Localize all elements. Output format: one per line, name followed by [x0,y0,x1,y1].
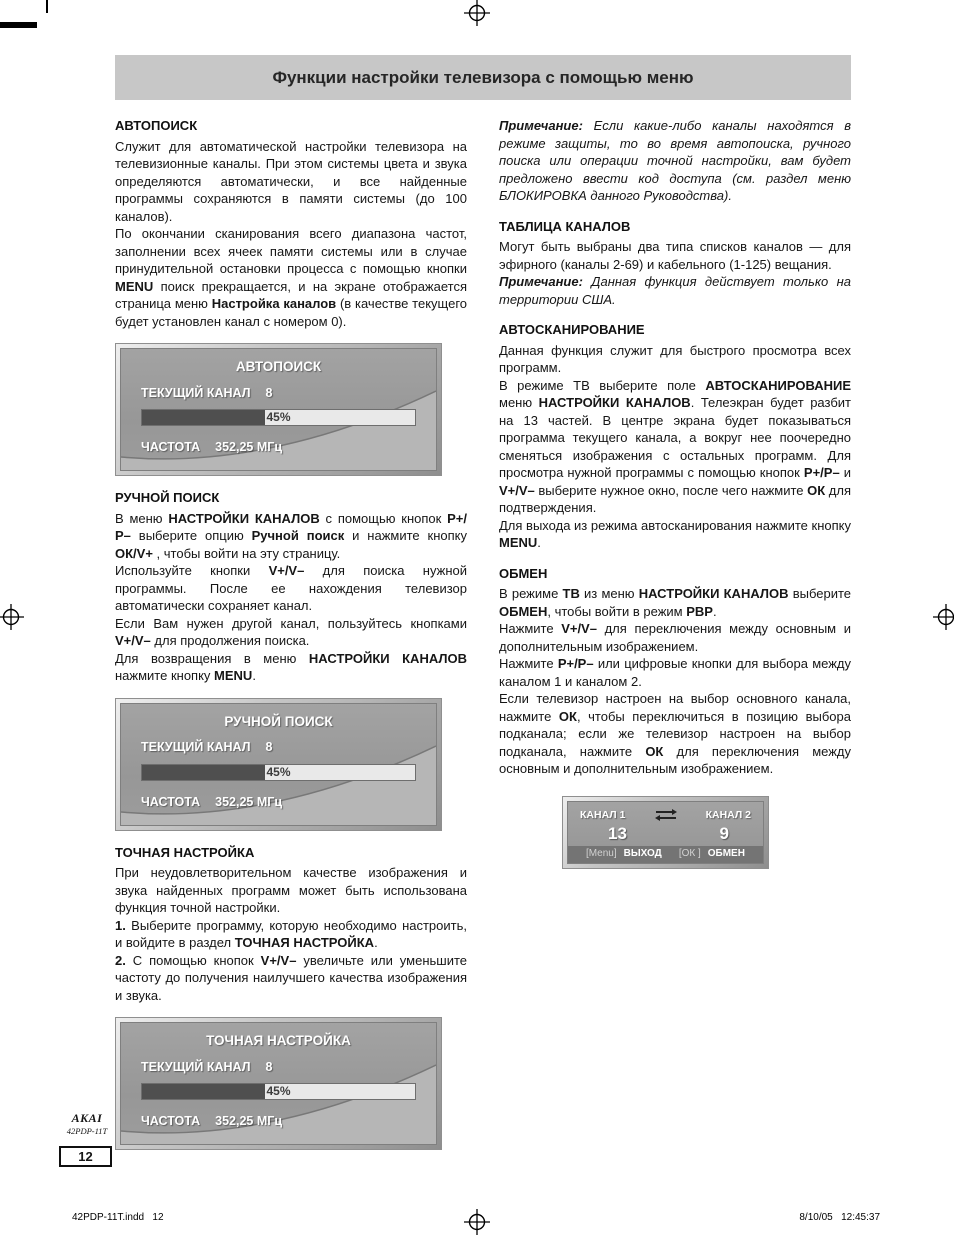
paragraph: 1. Выберите программу, которую необходимо настроить, и войдите в раздел ТОЧНАЯ НАСТРОЙКА. [115,917,467,950]
registration-mark-left [0,604,24,630]
menu-key-action: ВЫХОД [623,848,662,860]
swap-arrows-icon [654,808,678,822]
paragraph: При неудовлетворительном качестве изображения и звука найденных программ может быть использована функция точной настройки. [115,865,467,915]
tv-channel-label: ТЕКУЩИЙ КАНАЛ [141,1059,251,1074]
swap-channel-labels [568,802,763,825]
paragraph: Если телевизор настроен на выбор основного канала, нажмите ОК, чтобы переключиться в позицию выбора подканала; если же телевизор настроен на выбор подканала, нажмите ОК для переключения между основным и дополнительным изображением. [499,691,851,776]
tv-channel-label: ТЕКУЩИЙ КАНАЛ [141,385,251,400]
tv-frequency-value: 352,25 МГц [215,1114,283,1128]
paragraph: В режиме ТВ выберите поле АВТОСКАНИРОВАНИЕ меню НАСТРОЙКИ КАНАЛОВ. Телеэкран будет разбит на 13 частей. В центре экрана будет показываться программа текущего канала, а вокруг нее поочередно сменяться изображения с остальных программ. Для просмотра нужной программы с помощью кнопок Р+/Р– и V+/V– выберите нужное окно, после чего нажмите ОК для подтверждения. [499,377,851,515]
registration-mark-top [464,0,490,26]
swap-channel1-label: КАНАЛ 1 [580,808,626,821]
section-heading-manual-search: РУЧНОЙ ПОИСК [115,490,220,505]
swap-channel2-label: КАНАЛ 2 [705,808,751,821]
tv-screen-autosearch [115,343,442,476]
paragraph: Для возвращения в меню НАСТРОЙКИ КАНАЛОВ нажмите кнопку MENU. [115,650,468,683]
tv-frequency-label: ЧАСТОТА [141,1114,201,1128]
tv-frequency-row [121,794,436,812]
tv-screen-manual-search [115,698,442,831]
tv-screen-body [120,348,437,471]
section-heading-autoscan: АВТОСКАНИРОВАНИЕ [499,322,645,337]
paragraph: Данная функция служит для быстрого просмотра всех программ. [499,342,851,375]
brand-model: 42PDP-11T [66,1126,108,1136]
crop-mark-bar [0,22,37,28]
tv-menu-title: РУЧНОЙ ПОИСК [224,713,333,729]
footer-timestamp: 8/10/05 12:45:37 [799,1212,880,1223]
paragraph: Нажмите Р+/Р– или цифровые кнопки для выбора между каналом 1 и каналом 2. [499,656,852,689]
registration-mark-bottom [464,1209,490,1235]
section-heading-channel-table: ТАБЛИЦА КАНАЛОВ [499,218,631,234]
footer-filename: 42PDP-11T.indd 12 [72,1212,164,1223]
tv-screen-body [120,1022,437,1145]
paragraph: Служит для автоматической настройки телевизора на телевизионные каналы. При этом системы цвета и звука определяются автоматически, и все найденные программы сохраняются в памяти системы (до 100 каналов). [115,138,467,224]
tv-channel-row [121,385,436,403]
tv-frequency-row [121,439,436,457]
menu-key-label: [Menu] [586,848,617,860]
tv-menu-title: ТОЧНАЯ НАСТРОЙКА [206,1033,351,1048]
tv-frequency-label: ЧАСТОТА [141,794,201,809]
tv-progress-label: 45% [266,1084,291,1098]
swap-keys-bar [568,846,763,863]
paragraph: Нажмите V+/V– для переключения между основным и дополнительным изображением. [499,621,851,654]
page-number: 12 [78,1149,93,1164]
tv-frequency-row [121,1113,436,1131]
left-column [115,117,467,1157]
ok-key-label: [ОК ] [678,848,701,860]
tv-screen-swap [562,796,769,869]
page-number-box [59,1146,112,1167]
tv-frequency-value: 352,25 МГц [215,440,283,454]
tv-screen-body [567,801,764,864]
paragraph: Если Вам нужен другой канал, пользуйтесь кнопками V+/V– для продолжения поиска. [115,615,467,648]
tv-channel-row [121,1059,436,1077]
paragraph: Используйте кнопки V+/V– для поиска нужной программы. После ее нахождения телевизор автоматически сохраняет канал. [115,563,467,613]
brand-block [57,1111,117,1136]
tv-frequency-value: 352,25 МГц [215,794,283,809]
tv-channel-value: 8 [265,385,273,400]
swap-channel2-value: 9 [719,824,729,843]
tv-screen-body [120,703,437,826]
ok-key-action: ОБМЕН [707,848,745,860]
paragraph: По окончании сканирования всего диапазона частот, заполнении всех ячеек памяти системы или в случае принудительной остановки процесса с помощью кнопки MENU поиск прекращается, и на экране отображается страница меню Настройка каналов (в качестве текущего будет установлен канал с номером 0). [115,226,467,329]
crop-mark-line [46,0,48,13]
note: Примечание: Если какие-либо каналы находятся в режиме защиты, то во время автопоиска, ручного поиска или операции точной настройки, вам будет предложено ввести код доступа (см. раздел меню БЛОКИРОВКА данного Руководства). [499,118,851,203]
swap-channel-numbers [568,825,763,843]
section-heading-autosearch: АВТОПОИСК [115,118,198,133]
tv-channel-value: 8 [265,740,273,754]
tv-progress-bar [141,1083,416,1100]
paragraph: В меню НАСТРОЙКИ КАНАЛОВ с помощью кнопок Р+/Р– выберите опцию Ручной поиск и нажмите кнопку ОК/V+ , чтобы войти на эту страницу. [115,510,467,561]
tv-progress-bar [141,764,416,781]
section-heading-fine-tuning: ТОЧНАЯ НАСТРОЙКА [115,844,255,860]
page-title: Функции настройки телевизора с помощью меню [272,67,694,87]
tv-channel-row [121,739,436,757]
right-column [499,117,851,869]
paragraph: Могут быть выбраны два типа списков каналов — для эфирного (каналы 2-69) и кабельного (1-125) вещания. [499,239,851,272]
brand-logo: AKAI [71,1111,103,1125]
tv-menu-title: АВТОПОИСК [235,359,322,374]
tv-frequency-label: ЧАСТОТА [141,440,201,454]
tv-channel-label: ТЕКУЩИЙ КАНАЛ [141,740,251,754]
tv-progress-label: 45% [266,410,291,424]
tv-screen-fine-tuning [115,1017,442,1150]
swap-channel1-value: 13 [608,824,627,843]
tv-progress-bar [141,409,416,426]
tv-channel-value: 8 [265,1059,273,1074]
tv-progress-label: 45% [266,764,291,779]
note: Примечание: Данная функция действует только на территории США. [499,274,851,307]
paragraph: 2. С помощью кнопок V+/V– увеличьте или уменьшите частоту до получения наилучшего качества изображения и звука. [115,952,468,1003]
registration-mark-right [933,604,954,630]
page-header [115,55,851,100]
paragraph: В режиме ТВ из меню НАСТРОЙКИ КАНАЛОВ выберите ОБМЕН, чтобы войти в режим PBP. [499,586,851,619]
paragraph: Для выхода из режима автосканирования нажмите кнопку MENU. [499,517,851,550]
section-heading-swap: ОБМЕН [499,565,548,581]
